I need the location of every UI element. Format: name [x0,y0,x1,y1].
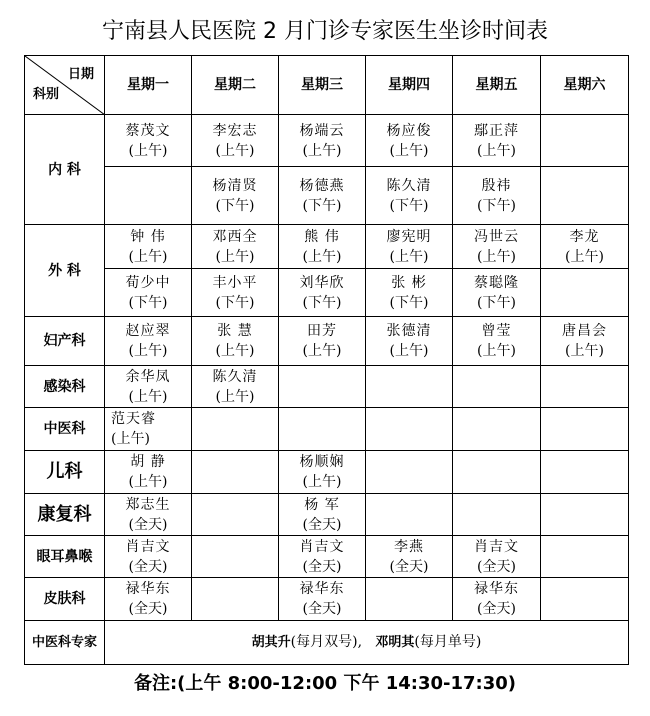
doctor-time: (全天) [302,516,342,533]
empty-cell [453,408,541,451]
doctor-name: 刘华欣 [299,274,345,291]
day-header: 星期五 [453,56,541,115]
doctor-name: 张 慧 [217,323,253,339]
doctor-name: 荀少中 [125,274,171,291]
doctor-name: 杨端云 [299,122,345,139]
doctor-name: 丰小平 [212,274,258,291]
doctor-cell [366,225,453,269]
empty-cell [541,269,629,317]
doctor-name: 唐昌会 [562,323,607,339]
doctor-name: 陈久清 [212,368,258,385]
doctor-name: 范天睿 [111,411,156,427]
doctor-cell [279,115,366,167]
doctor-cell [105,494,192,536]
doctor-time: (下午) [302,294,342,311]
doctor-cell [105,451,192,494]
empty-cell [541,408,629,451]
day-header: 星期四 [366,56,453,115]
header-row [25,56,629,115]
empty-cell [453,494,541,536]
corner-cell [25,56,105,115]
doctor-name: 肖吉文 [474,538,519,555]
doctor-cell [105,225,192,269]
empty-cell [453,366,541,408]
empty-cell [541,366,629,408]
table-row [25,408,629,451]
doctor-time: (上午) [565,248,604,265]
day-header: 星期二 [192,56,279,115]
doctor-name: 杨顺娴 [299,454,345,470]
doctor-cell [453,225,541,269]
doctor-name: 杨应俊 [386,122,432,139]
doctor-name: 殷祎 [481,177,512,194]
empty-cell [541,578,629,621]
doctor-cell [105,578,192,621]
doctor-cell [279,167,366,225]
dept-label: 儿科 [25,451,105,494]
doctor-name: 田芳 [307,323,337,339]
doctor-time: (上午) [389,142,429,159]
doctor-time: (下午) [128,294,168,311]
doctor-cell [105,269,192,317]
doctor-name: 陈久清 [386,177,432,194]
doctor-time: (下午) [477,294,516,311]
doctor-name: 胡 静 [130,454,166,470]
doctor-time: (全天) [389,558,429,575]
doctor-name: 肖吉文 [299,538,345,555]
doctor-cell [453,578,541,621]
doctor-cell [105,366,192,408]
empty-cell [366,494,453,536]
empty-cell [192,494,279,536]
table-row [25,167,629,225]
doctor-name: 禄华东 [299,581,345,597]
doctor-time: (上午) [215,343,255,359]
table-row [25,366,629,408]
doctor-cell [453,167,541,225]
doctor-time: (全天) [302,601,342,617]
doctor-name: 禄华东 [474,581,519,597]
doctor-name: 鄢正萍 [474,122,519,139]
doctor-time: (上午) [128,142,168,159]
table-row [25,269,629,317]
dept-label: 康复科 [25,494,105,536]
empty-cell [541,115,629,167]
empty-cell [192,578,279,621]
table-row [25,536,629,578]
doctor-time: (上午) [128,343,168,359]
expert-note: (每月双号), [290,634,363,650]
doctor-time: (上午) [302,343,342,359]
doctor-time: (上午) [477,343,516,359]
doctor-name: 李燕 [394,538,424,555]
doctor-cell [366,269,453,317]
doctor-cell [105,317,192,366]
table-row [25,225,629,269]
doctor-time: (上午) [215,142,255,159]
doctor-cell [192,225,279,269]
doctor-cell [366,167,453,225]
doctor-cell [105,408,192,451]
empty-cell [279,408,366,451]
doctor-time: (下午) [389,294,429,311]
doctor-cell [192,167,279,225]
doctor-cell [541,317,629,366]
doctor-cell [366,115,453,167]
empty-cell [366,366,453,408]
table-row [25,494,629,536]
doctor-cell [279,451,366,494]
doctor-cell [453,115,541,167]
table-row [25,317,629,366]
doctor-time: (上午) [302,248,342,265]
doctor-name: 冯世云 [474,228,519,245]
doctor-time: (上午) [389,248,429,265]
doctor-time: (下午) [302,197,342,214]
dept-label: 内 科 [25,115,105,225]
table-row [25,578,629,621]
dept-label: 眼耳鼻喉 [25,536,105,578]
doctor-time: (上午) [302,142,342,159]
dept-label: 中医科专家 [25,621,105,665]
dept-label: 中医科 [25,408,105,451]
doctor-name: 郑志生 [125,496,171,513]
doctor-cell [541,225,629,269]
doctor-time: (全天) [477,601,516,617]
doctor-time: (上午) [477,142,516,159]
empty-cell [279,366,366,408]
doctor-name: 李龙 [569,228,600,245]
doctor-cell [279,225,366,269]
dept-label: 外 科 [25,225,105,317]
doctor-cell [279,317,366,366]
day-header: 星期六 [541,56,629,115]
doctor-cell [366,536,453,578]
doctor-time: (上午) [215,248,255,265]
doctor-time: (全天) [128,601,168,617]
doctor-name: 赵应翠 [125,323,171,339]
doctor-cell [453,269,541,317]
expert-cell [105,621,629,665]
expert-name: 胡其升 [251,635,291,650]
doctor-cell [192,269,279,317]
doctor-cell [105,536,192,578]
table-row [25,115,629,167]
doctor-time: (上午) [389,343,429,359]
page-title: 宁南县人民医院 2 月门诊专家医生坐诊时间表 [102,19,548,44]
doctor-time: (全天) [302,558,342,575]
day-header: 星期一 [105,56,192,115]
dept-label: 感染科 [25,366,105,408]
empty-cell [192,451,279,494]
doctor-cell [453,536,541,578]
doctor-time: (上午) [477,248,516,265]
doctor-name: 张 彬 [391,274,427,291]
doctor-name: 杨德燕 [299,177,345,194]
doctor-cell [279,578,366,621]
doctor-time: (下午) [215,294,255,311]
doctor-time: (全天) [128,516,168,533]
doctor-time: (下午) [477,197,516,214]
doctor-time: (上午) [215,388,255,405]
doctor-name: 肖吉文 [125,538,171,555]
expert-name: 邓明其 [375,635,415,650]
doctor-name: 熊 伟 [304,228,340,245]
corner-date-label: 日期 [67,67,94,82]
doctor-cell [453,317,541,366]
doctor-name: 张德清 [386,323,432,339]
day-header: 星期三 [279,56,366,115]
doctor-name: 杨 军 [304,496,340,513]
doctor-name: 杨清贤 [212,177,258,194]
dept-label: 皮肤科 [25,578,105,621]
doctor-time: (上午) [128,474,168,490]
doctor-cell [192,317,279,366]
footnote: 备注:(上午 8:00-12:00 下午 14:30-17:30) [133,673,517,694]
doctor-cell [366,317,453,366]
expert-note: (每月单号) [414,634,482,650]
doctor-cell [192,115,279,167]
doctor-cell [279,536,366,578]
doctor-name: 余华凤 [125,368,171,385]
empty-cell [105,167,192,225]
doctor-time: (上午) [128,388,168,405]
doctor-time: (上午) [128,248,168,265]
doctor-time: (上午) [565,343,604,359]
dept-label: 妇产科 [25,317,105,366]
empty-cell [366,451,453,494]
empty-cell [541,167,629,225]
empty-cell [541,451,629,494]
doctor-name: 钟 伟 [130,228,166,245]
empty-cell [366,408,453,451]
doctor-name: 禄华东 [125,581,171,597]
empty-cell [541,536,629,578]
table-row [25,451,629,494]
doctor-name: 蔡聪隆 [474,274,519,291]
doctor-name: 廖宪明 [386,228,432,245]
doctor-time: (上午) [302,474,342,490]
doctor-name: 蔡茂文 [125,122,171,139]
doctor-name: 曾莹 [481,323,512,339]
doctor-time: (下午) [215,197,255,214]
schedule-table [24,55,629,665]
corner-dept-label: 科别 [33,87,60,102]
doctor-time: (下午) [389,197,429,214]
empty-cell [453,451,541,494]
doctor-cell [192,366,279,408]
doctor-time: (全天) [128,558,168,575]
doctor-name: 邓西全 [212,228,258,245]
doctor-cell [279,269,366,317]
empty-cell [541,494,629,536]
empty-cell [192,536,279,578]
empty-cell [366,578,453,621]
empty-cell [192,408,279,451]
doctor-time: (全天) [477,558,516,575]
doctor-cell [279,494,366,536]
doctor-time: (上午) [111,431,150,447]
doctor-name: 李宏志 [212,122,258,139]
table-row [25,621,629,665]
doctor-cell [105,115,192,167]
